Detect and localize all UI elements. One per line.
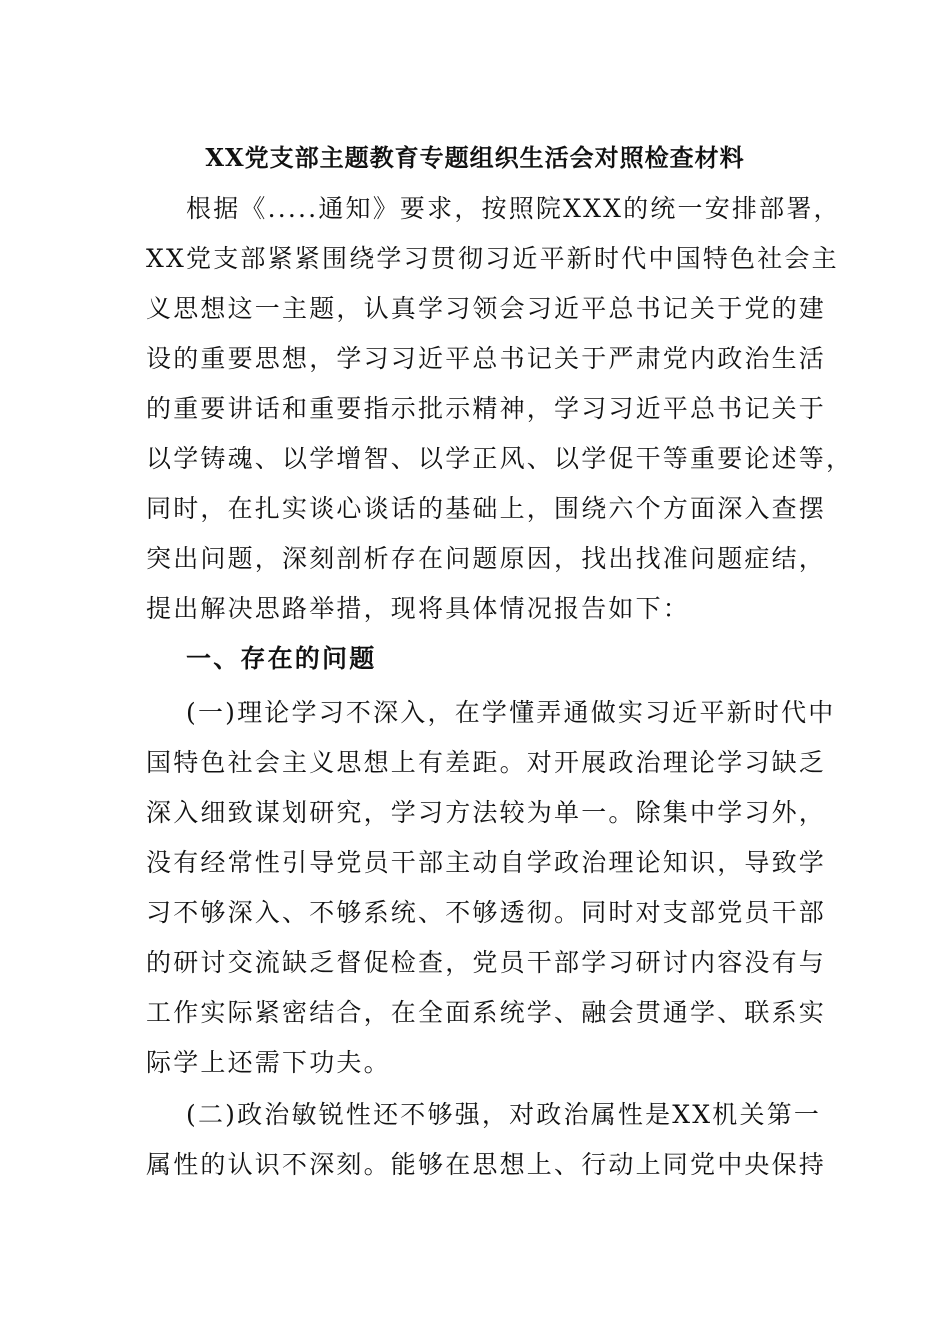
item2-line-1: (二)政治敏锐性还不够强，对政治属性是XX机关第一 xyxy=(186,1100,822,1129)
intro-line-4: 设的重要思想，学习习近平总书记关于严肃党内政治生活 xyxy=(146,344,827,373)
item1-line-2: 国特色社会主义思想上有差距。对开展政治理论学习缺乏 xyxy=(146,748,827,777)
item1-line-8: 际学上还需下功夫。 xyxy=(146,1048,391,1077)
intro-line-9: 提出解决思路举措，现将具体情况报告如下： xyxy=(146,594,691,623)
intro-line-6: 以学铸魂、以学增智、以学正风、以学促干等重要论述等， xyxy=(146,444,854,473)
item1-line-4: 没有经常性引导党员干部主动自学政治理论知识，导致学 xyxy=(146,848,827,877)
intro-line-7: 同时，在扎实谈心谈话的基础上，围绕六个方面深入查摆 xyxy=(146,494,827,523)
intro-line-3: 义思想这一主题，认真学习领会习近平总书记关于党的建 xyxy=(146,294,827,323)
document-title: XX党支部主题教育专题组织生活会对照检查材料 xyxy=(205,143,745,172)
item1-line-5: 习不够深入、不够系统、不够透彻。同时对支部党员干部 xyxy=(146,898,827,927)
item1-line-3: 深入细致谋划研究，学习方法较为单一。除集中学习外， xyxy=(146,798,827,827)
intro-line-8: 突出问题，深刻剖析存在问题原因，找出找准问题症结， xyxy=(146,544,827,573)
item2-line-2: 属性的认识不深刻。能够在思想上、行动上同党中央保持 xyxy=(146,1150,827,1179)
item1-line-6: 的研讨交流缺乏督促检查，党员干部学习研讨内容没有与 xyxy=(146,948,827,977)
section-heading-problems: 一、存在的问题 xyxy=(186,644,377,673)
intro-line-2: XX党支部紧紧围绕学习贯彻习近平新时代中国特色社会主 xyxy=(146,244,839,273)
intro-line-1: 根据《.....通知》要求，按照院XXX的统一安排部署， xyxy=(186,194,841,223)
intro-line-5: 的重要讲话和重要指示批示精神，学习习近平总书记关于 xyxy=(146,394,827,423)
item1-line-1: (一)理论学习不深入，在学懂弄通做实习近平新时代中 xyxy=(186,698,836,727)
item1-line-7: 工作实际紧密结合，在全面系统学、融会贯通学、联系实 xyxy=(146,998,827,1027)
